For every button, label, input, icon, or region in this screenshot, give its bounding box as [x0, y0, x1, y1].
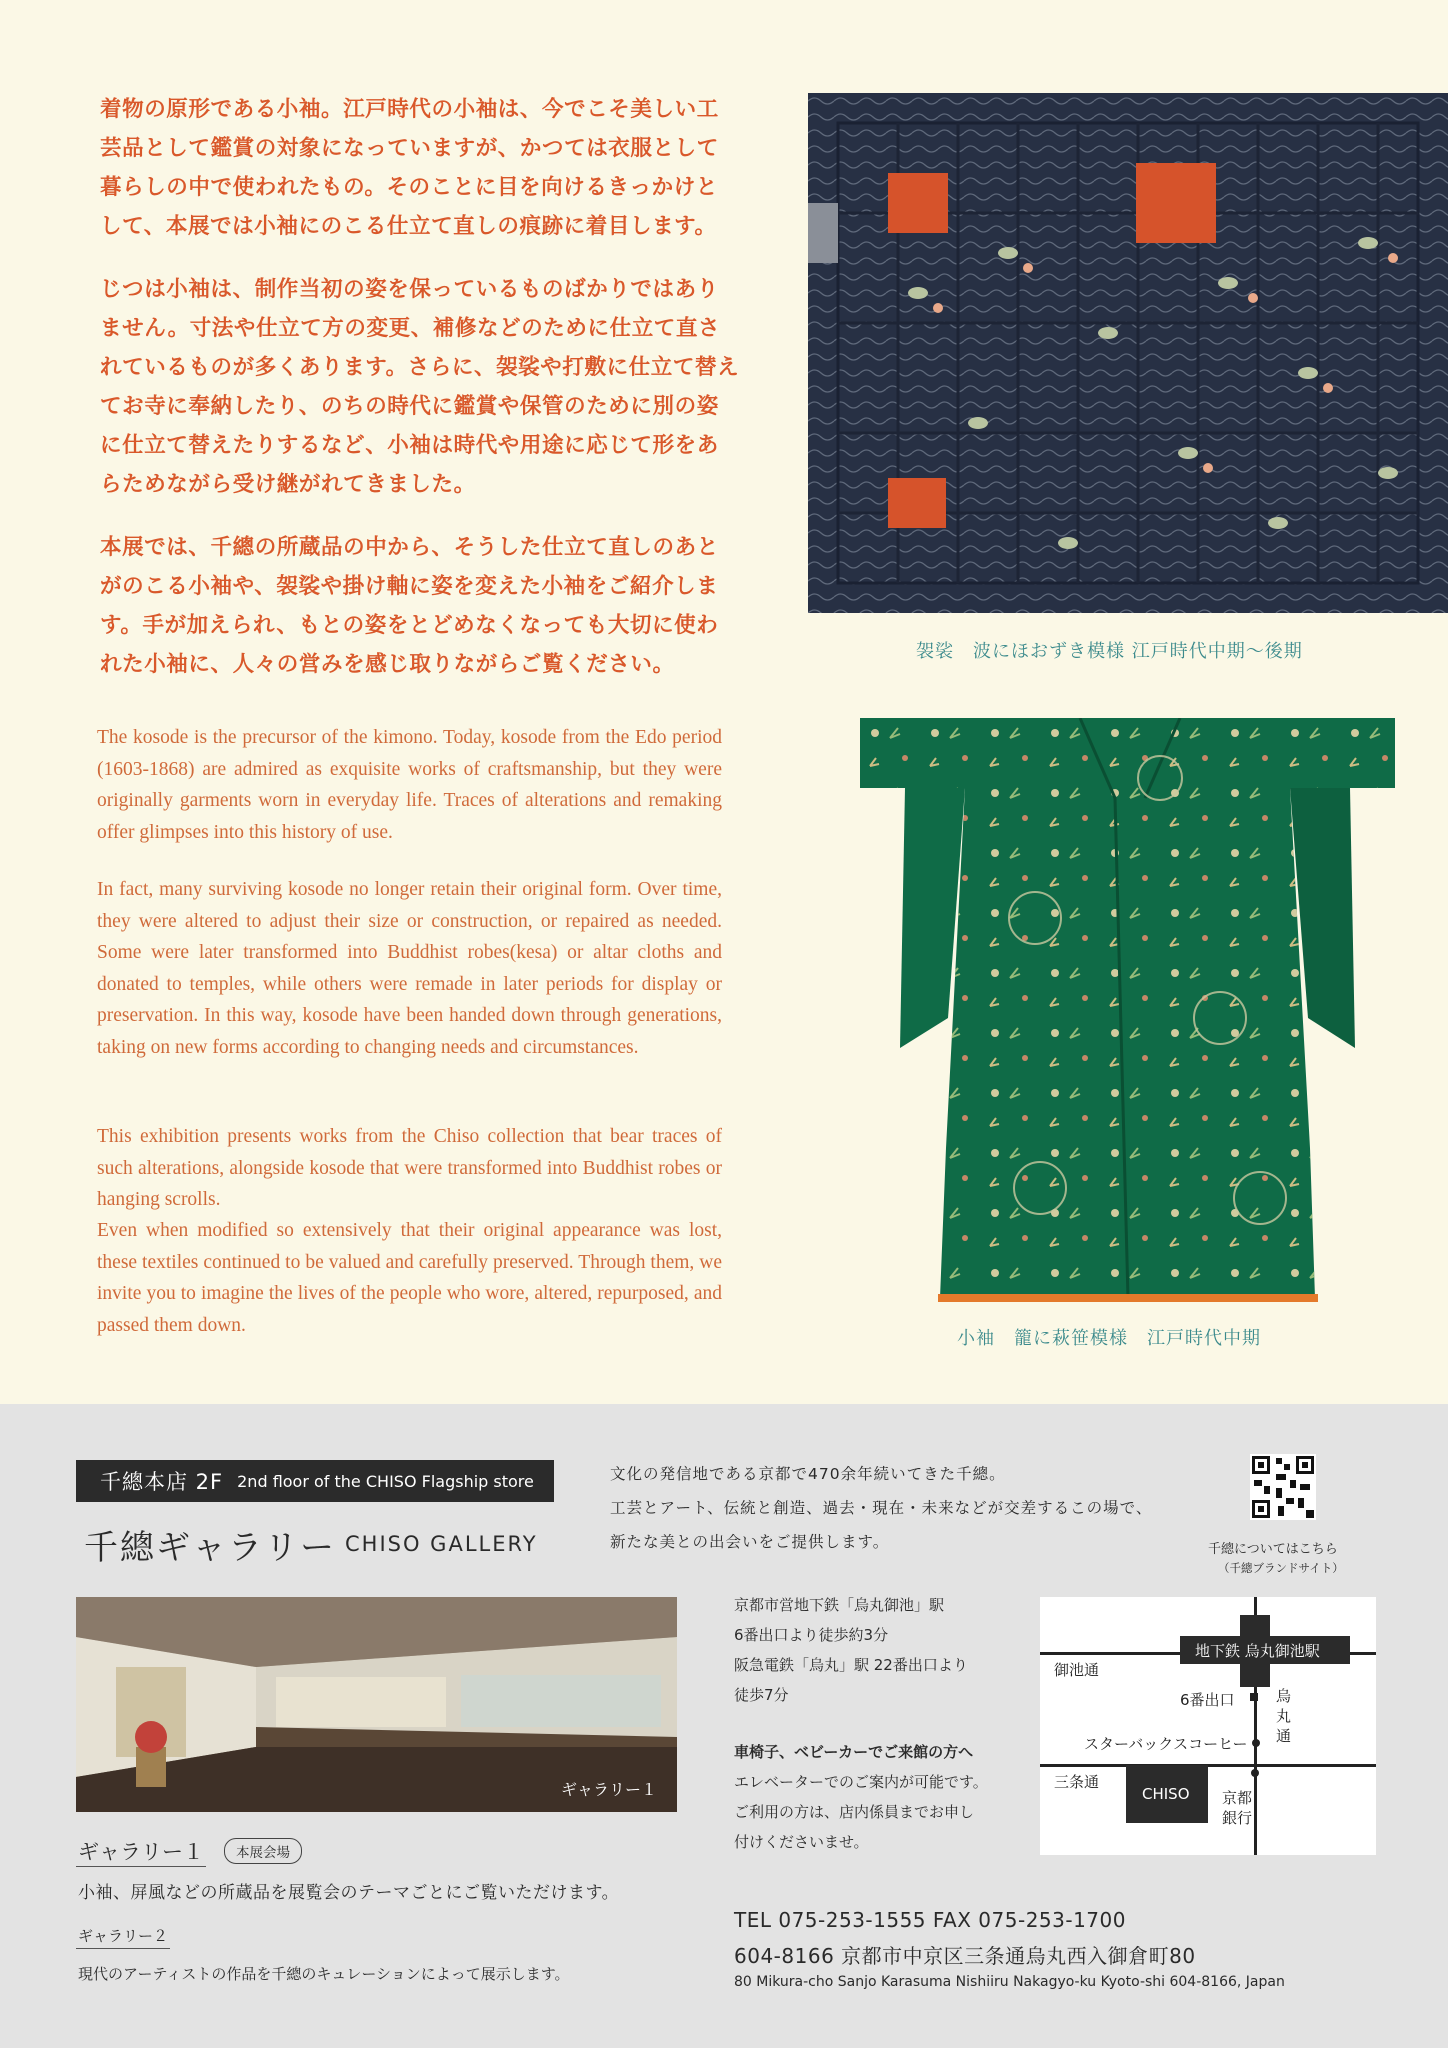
- map-bank-marker: [1251, 1769, 1259, 1777]
- map-exit6-label: 6番出口: [1180, 1691, 1235, 1709]
- map-exit6-marker: [1250, 1693, 1258, 1701]
- gallery-name-jp: 千總ギャラリー: [84, 1528, 336, 1568]
- contact-address-jp: 604-8166 京都市中京区三条通烏丸西入御倉町80: [734, 1944, 1196, 1968]
- map-bank-1: 京都: [1222, 1789, 1253, 1807]
- map-oike-label: 御池通: [1054, 1661, 1100, 1679]
- map-chiso-label: CHISO: [1142, 1785, 1190, 1803]
- map-road-sanjo: [1040, 1764, 1376, 1767]
- kesa-robe-image: [808, 93, 1448, 613]
- intro-jp-paragraph-2: じつは小袖は、制作当初の姿を保っているものばかりではありません。寸法や仕立て方の変更、補修などのために仕立て直されているものが多くあります。さらに、袈裟や打敷に仕立て替えてお寺に奉納したり、のちの時代に鑑賞や保管のために別の姿に仕立て替えたりするなど、小袖は時代や用途に応じて形をあらためながら受け継がれてきました。: [100, 277, 740, 497]
- access-map: [1040, 1597, 1376, 1855]
- location-en: 2nd floor of the CHISO Flagship store: [237, 1471, 534, 1491]
- barrier-free-line-3: 付けくださいませ。: [734, 1833, 869, 1851]
- gallery2-description: 現代のアーティストの作品を千總のキュレーションによって展示します。: [78, 1965, 570, 1983]
- gallery-photo-label: ギャラリー１: [561, 1780, 658, 1799]
- kosode-robe-image: [860, 718, 1395, 1318]
- gallery1-description: 小袖、屏風などの所蔵品を展覧会のテーマごとにご覧いただけます。: [78, 1883, 620, 1903]
- access-line-4: 徒歩7分: [734, 1686, 789, 1704]
- intro-jp-paragraph-3: 本展では、千總の所蔵品の中から、そうした仕立て直しのあとがのこる小袖や、袈裟や掛け軸に姿を変えた小袖をご紹介します。手が加えられ、もとの姿をとどめなくなっても大切に使われた小袖に、人々の営みを感じ取りながらご覧ください。: [100, 535, 719, 677]
- map-sanjo-label: 三条通: [1054, 1773, 1100, 1791]
- gallery1-underline: [76, 1866, 206, 1867]
- intro-en-paragraph-3: This exhibition presents works from the Chiso collection that bear traces of such alterations, alongside kosode that were transformed into Buddhist robes or hanging scrolls.: [97, 1126, 722, 1210]
- gallery-photo: [76, 1597, 677, 1812]
- intro-jp-paragraph-1: 着物の原形である小袖。江戸時代の小袖は、今でこそ美しい工芸品として鑑賞の対象になっていますが、かつては衣服として暮らしの中で使われたもの。そのことに目を向けるきっかけとして、本展では小袖にのこる仕立て直しの痕跡に着目します。: [100, 97, 719, 239]
- gallery1-title: ギャラリー１: [78, 1840, 204, 1864]
- barrier-free-line-2: ご利用の方は、店内係員までお申し: [734, 1803, 975, 1821]
- access-line-1: 京都市営地下鉄「烏丸御池」駅: [734, 1596, 945, 1614]
- map-karasuma-3: 通: [1276, 1727, 1292, 1745]
- contact-tel-fax: TEL 075-253-1555 FAX 075-253-1700: [734, 1908, 1126, 1932]
- kesa-caption: 袈裟 波にほおずき模様 江戸時代中期〜後期: [916, 641, 1303, 662]
- about-line-1: 文化の発信地である京都で470余年続いてきた千總。: [610, 1465, 1006, 1483]
- access-line-2: 6番出口より徒歩約3分: [734, 1626, 889, 1644]
- gallery2-underline: [76, 1948, 170, 1949]
- intro-en-paragraph-1: The kosode is the precursor of the kimono. Today, kosode from the Edo period (1603-1868) are admired as exquisite works of craftsmanship, but they were originally garments worn in everyday life. Traces of alterations and remaking offer glimpses into this history of use.: [97, 727, 722, 843]
- intro-en-paragraph-2: In fact, many surviving kosode no longer retain their original form. Over time, they were altered to adjust their size or construction, or repaired as needed. Some were later transformed into Buddhist robes(kesa) or altar cloths and donated to temples, while others were remade in later periods for display or preservation. In this way, kosode have been handed down through generations, taking on new forms according to changing needs and circumstances.: [97, 879, 722, 1058]
- intro-en-paragraph-4: Even when modified so extensively that their original appearance was lost, these textiles continued to be valued and carefully preserved. Through them, we invite you to imagine the lives of the people who wore, altered, repurposed, and passed them down.: [97, 1220, 722, 1336]
- location-jp: 千總本店 2F: [100, 1470, 224, 1494]
- contact-address-en: 80 Mikura-cho Sanjo Karasuma Nishiiru Nakagyo-ku Kyoto-shi 604-8166, Japan: [734, 1974, 1285, 1990]
- qr-sublabel: （千總ブランドサイト）: [1218, 1561, 1344, 1575]
- map-station-label: 地下鉄 烏丸御池駅: [1195, 1642, 1320, 1660]
- about-line-3: 新たな美との出会いをご提供します。: [610, 1533, 890, 1551]
- barrier-free-title: 車椅子、ベビーカーでご来館の方へ: [734, 1743, 974, 1761]
- map-karasuma-2: 丸: [1276, 1707, 1292, 1725]
- qr-label: 千總についてはこちら: [1208, 1542, 1338, 1557]
- qr-code[interactable]: [1250, 1454, 1316, 1520]
- kosode-caption: 小袖 籠に萩笹模様 江戸時代中期: [957, 1328, 1261, 1349]
- map-starbucks-label: スターバックスコーヒー: [1084, 1735, 1248, 1753]
- barrier-free-line-1: エレベーターでのご案内が可能です。: [734, 1773, 988, 1791]
- gallery2-title: ギャラリー２: [78, 1927, 169, 1945]
- map-starbucks-marker: [1252, 1739, 1260, 1747]
- map-bank-2: 銀行: [1222, 1809, 1253, 1827]
- gallery-name-en: CHISO GALLERY: [345, 1532, 538, 1556]
- gallery1-badge: 本展会場: [224, 1838, 302, 1864]
- map-karasuma-1: 烏: [1276, 1687, 1292, 1705]
- location-label: [76, 1460, 554, 1502]
- access-line-3: 阪急電鉄「烏丸」駅 22番出口より: [734, 1656, 968, 1674]
- about-line-2: 工芸とアート、伝統と創造、過去・現在・未来などが交差するこの場で、: [610, 1499, 1153, 1517]
